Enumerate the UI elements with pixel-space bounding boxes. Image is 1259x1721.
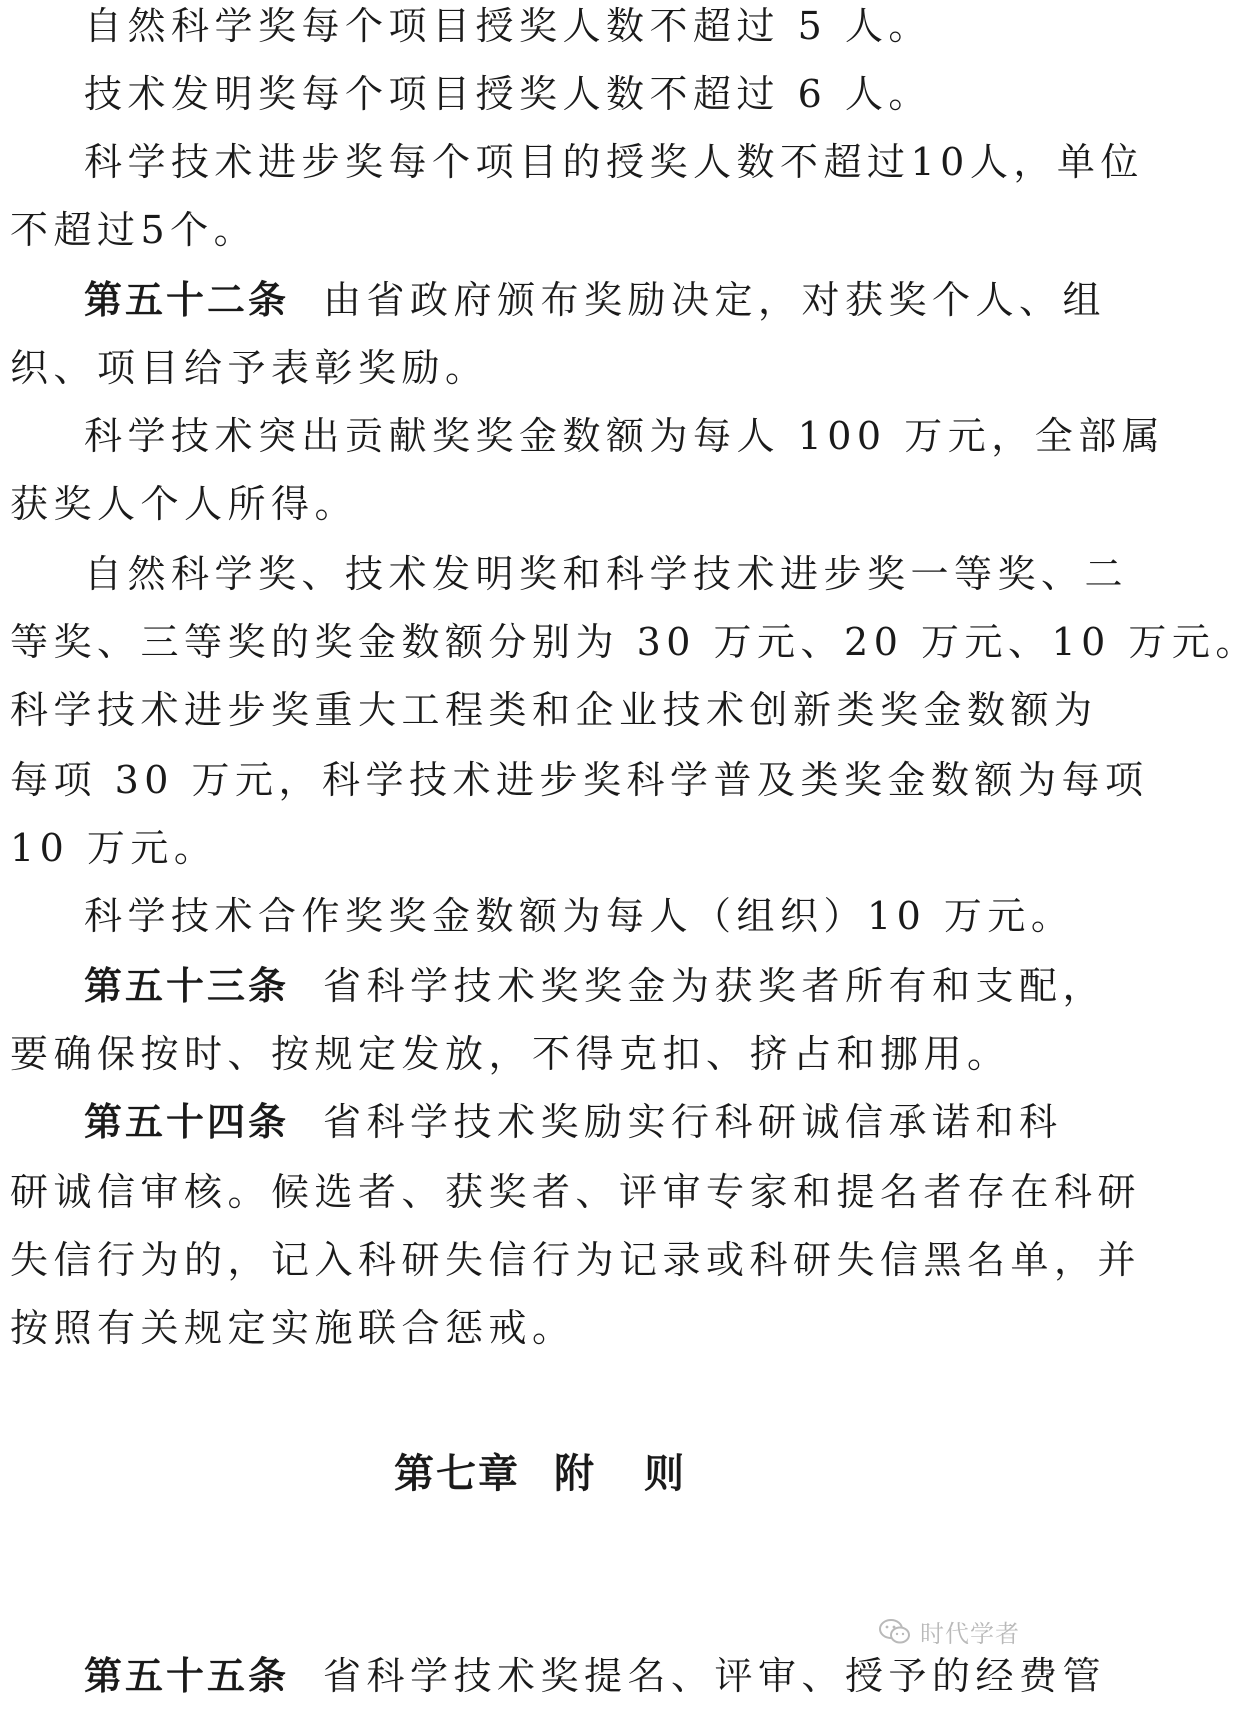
article-54-text: 省科学技术奖励实行科研诚信承诺和科 [323, 1100, 1063, 1144]
paragraph-line: 获奖人个人所得。 [10, 482, 359, 526]
chapter-number: 第七章 [394, 1451, 520, 1497]
paragraph-line: 科学技术进步奖每个项目的授奖人数不超过10人，单位 [84, 140, 1144, 184]
wechat-icon [878, 1618, 912, 1646]
paragraph-line: 10 万元。 [10, 826, 218, 870]
article-52-line [84, 276, 1124, 328]
paragraph-line: 失信行为的，记入科研失信行为记录或科研失信黑名单，并 [10, 1238, 1142, 1282]
paragraph-line: 科学技术突出贡献奖奖金数额为每人 100 万元，全部属 [84, 414, 1166, 458]
paragraph-line: 技术发明奖每个项目授奖人数不超过 6 人。 [84, 72, 932, 116]
article-55-text: 省科学技术奖提名、评审、授予的经费管 [323, 1654, 1107, 1698]
paragraph-line: 织、项目给予表彰奖励。 [10, 346, 489, 390]
watermark-text: 时代学者 [920, 1620, 1020, 1648]
article-53-heading: 第五十三条 [84, 964, 290, 1008]
chapter-name-part-2: 则 [644, 1451, 686, 1497]
article-53-line [84, 962, 1124, 1014]
paragraph-line: 等奖、三等奖的奖金数额分别为 30 万元、20 万元、10 万元。 [10, 620, 1259, 664]
article-54-line [84, 1098, 1124, 1150]
article-53-text: 省科学技术奖奖金为获奖者所有和支配， [323, 964, 1107, 1008]
watermark [878, 1614, 1020, 1649]
paragraph-line: 研诚信审核。候选者、获奖者、评审专家和提名者存在科研 [10, 1170, 1142, 1214]
article-55-heading: 第五十五条 [84, 1654, 290, 1698]
paragraph-line: 每项 30 万元，科学技术进步奖科学普及类奖金数额为每项 [10, 758, 1149, 802]
chapter-name-part-1: 附 [554, 1451, 596, 1497]
paragraph-line: 按照有关规定实施联合惩戒。 [10, 1306, 576, 1350]
paragraph-line: 科学技术进步奖重大工程类和企业技术创新类奖金数额为 [10, 688, 1098, 732]
chapter-title [0, 1448, 1080, 1500]
article-52-heading: 第五十二条 [84, 278, 290, 322]
article-52-text: 由省政府颁布奖励决定，对获奖个人、组 [323, 278, 1107, 322]
paragraph-line: 自然科学奖每个项目授奖人数不超过 5 人。 [84, 4, 932, 48]
paragraph-line: 不超过5个。 [10, 208, 258, 252]
article-54-heading: 第五十四条 [84, 1100, 290, 1144]
paragraph-line: 科学技术合作奖奖金数额为每人（组织）10 万元。 [84, 894, 1075, 938]
paragraph-line: 自然科学奖、技术发明奖和科学技术进步奖一等奖、二 [84, 552, 1129, 596]
article-55-line [84, 1652, 1124, 1704]
paragraph-line: 要确保按时、按规定发放，不得克扣、挤占和挪用。 [10, 1032, 1011, 1076]
